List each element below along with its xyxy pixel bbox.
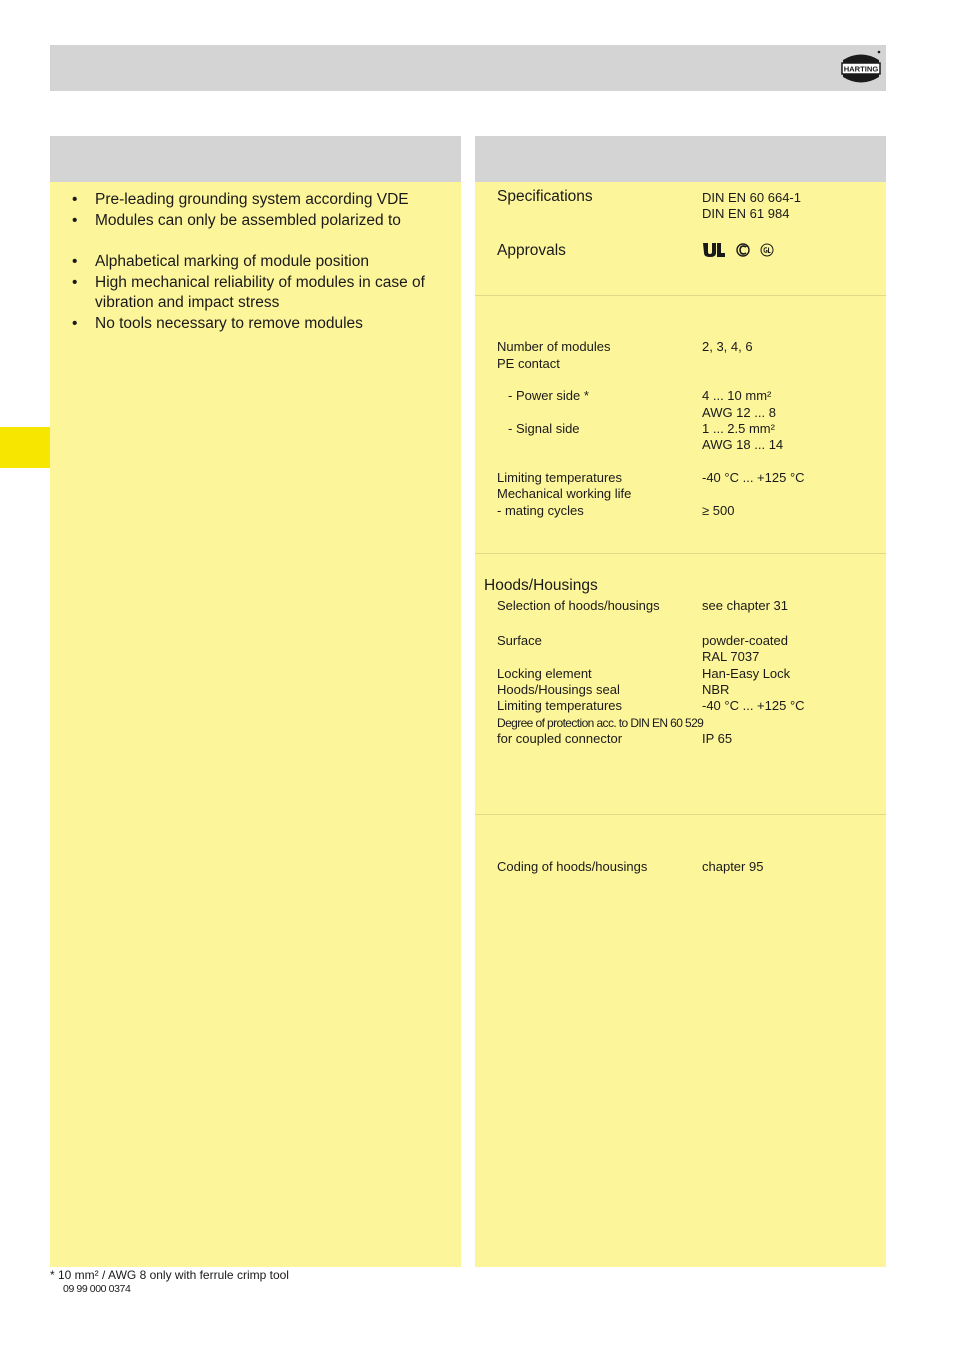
power-side-value: 4 ... 10 mm² [702, 388, 772, 403]
mechanical-life-label: Mechanical working life [497, 486, 632, 501]
modules-value: 2, 3, 4, 6 [702, 339, 753, 354]
protection-label: Degree of protection acc. to DIN EN 60 529 [497, 716, 704, 730]
coding-label: Coding of hoods/housings [497, 859, 648, 874]
features-panel-header [50, 136, 461, 182]
limiting-temp-value: -40 °C ... +125 °C [702, 470, 805, 485]
coupled-label: for coupled connector [497, 731, 623, 746]
section-divider [475, 553, 886, 554]
logo-text: HARTING [843, 64, 879, 74]
header-bar [50, 45, 886, 91]
approvals-label: Approvals [497, 242, 566, 259]
features-panel [50, 182, 461, 1267]
pe-contact-label: PE contact [497, 356, 560, 371]
hoods-temp-label: Limiting temperatures [497, 698, 622, 713]
signal-side-label: - Signal side [508, 421, 580, 436]
hoods-title: Hoods/Housings [484, 577, 598, 594]
seal-value: NBR [702, 682, 730, 697]
technical-panel-header [475, 136, 886, 182]
power-side-label: - Power side * [508, 388, 589, 403]
feature-list [72, 190, 452, 334]
section-divider [475, 295, 886, 296]
signal-side-value: 1 ... 2.5 mm² [702, 421, 775, 436]
approval-marks [702, 241, 774, 259]
footnote: * 10 mm² / AWG 8 only with ferrule crimp tool [50, 1268, 289, 1282]
feature-item: • High mechanical reliability of modules in case of vibration and impact stress [72, 273, 452, 314]
feature-item: • No tools necessary to remove modules [72, 314, 452, 335]
harting-logo [840, 49, 882, 87]
specifications-value: DIN EN 60 664-1 [702, 190, 801, 205]
hoods-temp-value: -40 °C ... +125 °C [702, 698, 805, 713]
feature-item: • Alphabetical marking of module position [72, 252, 452, 273]
signal-side-awg: AWG 18 ... 14 [702, 437, 784, 452]
coding-value: chapter 95 [702, 859, 764, 874]
surface-value: powder-coated [702, 633, 788, 648]
locking-label: Locking element [497, 666, 592, 681]
mating-cycles-value: ≥ 500 [702, 503, 735, 518]
chapter-tab [0, 427, 50, 468]
hoods-selection-value: see chapter 31 [702, 598, 789, 613]
power-side-awg: AWG 12 ... 8 [702, 405, 776, 420]
feature-item: • Modules can only be assembled polarized to [72, 211, 452, 232]
seal-label: Hoods/Housings seal [497, 682, 620, 697]
csa-icon [736, 243, 750, 257]
modules-label: Number of modules [497, 339, 611, 354]
coupled-value: IP 65 [702, 731, 733, 746]
specifications-value: DIN EN 61 984 [702, 206, 790, 221]
locking-value: Han-Easy Lock [702, 666, 791, 681]
surface-label: Surface [497, 633, 542, 648]
feature-item: • Pre-leading grounding system according VDE [72, 190, 452, 211]
mating-cycles-label: - mating cycles [497, 503, 584, 518]
limiting-temp-label: Limiting temperatures [497, 470, 622, 485]
specifications-label: Specifications [497, 188, 593, 205]
hoods-selection-label: Selection of hoods/housings [497, 598, 660, 613]
gl-icon [760, 243, 774, 257]
section-divider [475, 814, 886, 815]
footnote-part-number: 09 99 000 0374 [63, 1283, 131, 1295]
ul-recognized-icon [702, 242, 726, 258]
surface-color: RAL 7037 [702, 649, 760, 664]
